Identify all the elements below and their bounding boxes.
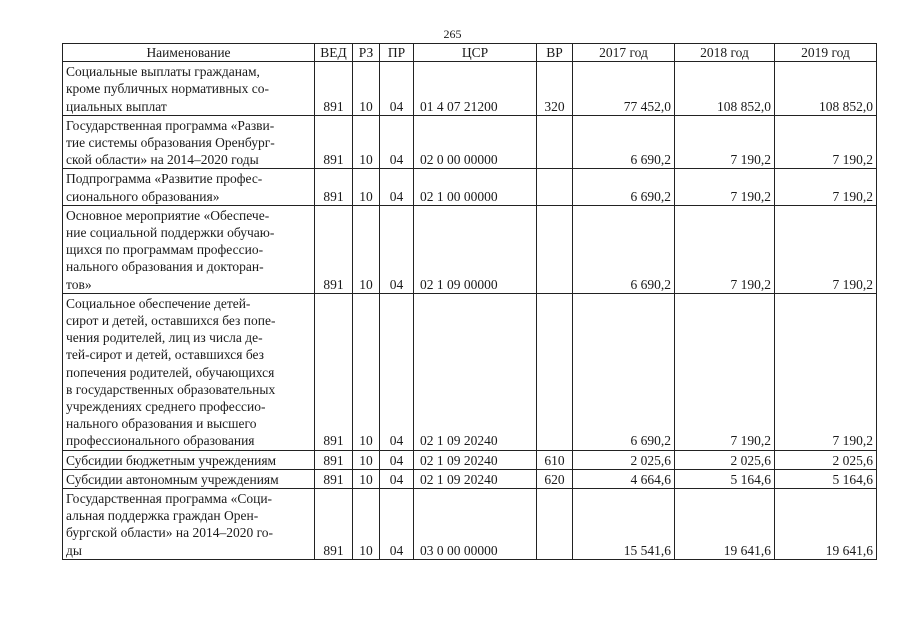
cell-ved: 891 (315, 169, 353, 205)
col-header-vr: ВР (537, 44, 573, 62)
cell-name: Подпрограмма «Развитие профес- сионального образования» (63, 169, 315, 205)
cell-ved: 891 (315, 489, 353, 560)
cell-rz: 10 (353, 450, 380, 469)
cell-rz: 10 (353, 169, 380, 205)
cell-2019: 19 641,6 (775, 489, 877, 560)
cell-csr: 02 1 09 20240 (414, 450, 537, 469)
table-row (63, 169, 877, 205)
cell-pr: 04 (380, 293, 414, 450)
col-header-2018: 2018 год (675, 44, 775, 62)
cell-2018: 19 641,6 (675, 489, 775, 560)
cell-ved: 891 (315, 205, 353, 293)
cell-name: Социальные выплаты гражданам, кроме публичных нормативных со- циальных выплат (63, 62, 315, 116)
cell-ved: 891 (315, 450, 353, 469)
cell-csr: 02 0 00 00000 (414, 115, 537, 169)
cell-2017: 6 690,2 (573, 293, 675, 450)
cell-vr: 610 (537, 450, 573, 469)
cell-vr: 320 (537, 62, 573, 116)
cell-2017: 4 664,6 (573, 469, 675, 488)
cell-2019: 7 190,2 (775, 169, 877, 205)
cell-vr (537, 115, 573, 169)
table-row (63, 450, 877, 469)
col-header-rz: РЗ (353, 44, 380, 62)
cell-2018: 2 025,6 (675, 450, 775, 469)
col-header-pr: ПР (380, 44, 414, 62)
cell-2017: 15 541,6 (573, 489, 675, 560)
cell-2019: 7 190,2 (775, 293, 877, 450)
cell-rz: 10 (353, 293, 380, 450)
cell-vr: 620 (537, 469, 573, 488)
cell-2019: 5 164,6 (775, 469, 877, 488)
table-header-row (63, 44, 877, 62)
cell-csr: 03 0 00 00000 (414, 489, 537, 560)
cell-2017: 6 690,2 (573, 205, 675, 293)
cell-pr: 04 (380, 62, 414, 116)
cell-csr: 02 1 00 00000 (414, 169, 537, 205)
col-header-name: Наименование (63, 44, 315, 62)
table-row (63, 293, 877, 450)
cell-2017: 2 025,6 (573, 450, 675, 469)
cell-name: Основное мероприятие «Обеспече- ние социальной поддержки обучаю- щихся по программам профессио- нального образования и докторан- тов» (63, 205, 315, 293)
page-number: 265 (443, 27, 462, 41)
cell-name: Государственная программа «Соци- альная поддержка граждан Орен- бургской области» на 2014–2020 го- ды (63, 489, 315, 560)
table-row (63, 115, 877, 169)
cell-2019: 7 190,2 (775, 205, 877, 293)
table-row (63, 62, 877, 116)
cell-vr (537, 169, 573, 205)
cell-name: Государственная программа «Разви- тие системы образования Оренбург- ской области» на 2014–2020 годы (63, 115, 315, 169)
cell-rz: 10 (353, 205, 380, 293)
cell-csr: 02 1 09 00000 (414, 205, 537, 293)
cell-2018: 5 164,6 (675, 469, 775, 488)
cell-2019: 2 025,6 (775, 450, 877, 469)
cell-name: Социальное обеспечение детей- сирот и детей, оставшихся без попе- чения родителей, лиц из числа де- тей-сирот и детей, оставшихся без попечения родителей, обучающихся в государственных образовательных учреждениях среднего профессио- нального образования и высшего профессионального образования (63, 293, 315, 450)
cell-2019: 7 190,2 (775, 115, 877, 169)
col-header-2017: 2017 год (573, 44, 675, 62)
cell-ved: 891 (315, 293, 353, 450)
cell-2018: 7 190,2 (675, 115, 775, 169)
cell-pr: 04 (380, 469, 414, 488)
cell-rz: 10 (353, 489, 380, 560)
col-header-ved: ВЕД (315, 44, 353, 62)
cell-pr: 04 (380, 205, 414, 293)
cell-rz: 10 (353, 62, 380, 116)
cell-ved: 891 (315, 62, 353, 116)
cell-ved: 891 (315, 115, 353, 169)
cell-2018: 7 190,2 (675, 169, 775, 205)
cell-2017: 6 690,2 (573, 115, 675, 169)
cell-name: Субсидии бюджетным учреждениям (63, 450, 315, 469)
cell-rz: 10 (353, 115, 380, 169)
cell-vr (537, 489, 573, 560)
cell-csr: 02 1 09 20240 (414, 293, 537, 450)
cell-pr: 04 (380, 115, 414, 169)
cell-vr (537, 205, 573, 293)
table-row (63, 489, 877, 560)
col-header-2019: 2019 год (775, 44, 877, 62)
cell-vr (537, 293, 573, 450)
cell-2018: 7 190,2 (675, 293, 775, 450)
cell-pr: 04 (380, 489, 414, 560)
table-row (63, 469, 877, 488)
cell-2017: 77 452,0 (573, 62, 675, 116)
cell-2019: 108 852,0 (775, 62, 877, 116)
cell-2017: 6 690,2 (573, 169, 675, 205)
table-row (63, 205, 877, 293)
cell-rz: 10 (353, 469, 380, 488)
cell-csr: 02 1 09 20240 (414, 469, 537, 488)
cell-2018: 108 852,0 (675, 62, 775, 116)
cell-csr: 01 4 07 21200 (414, 62, 537, 116)
cell-pr: 04 (380, 450, 414, 469)
cell-ved: 891 (315, 469, 353, 488)
cell-2018: 7 190,2 (675, 205, 775, 293)
col-header-csr: ЦСР (414, 44, 537, 62)
budget-table (62, 43, 877, 560)
cell-pr: 04 (380, 169, 414, 205)
cell-name: Субсидии автономным учреждениям (63, 469, 315, 488)
